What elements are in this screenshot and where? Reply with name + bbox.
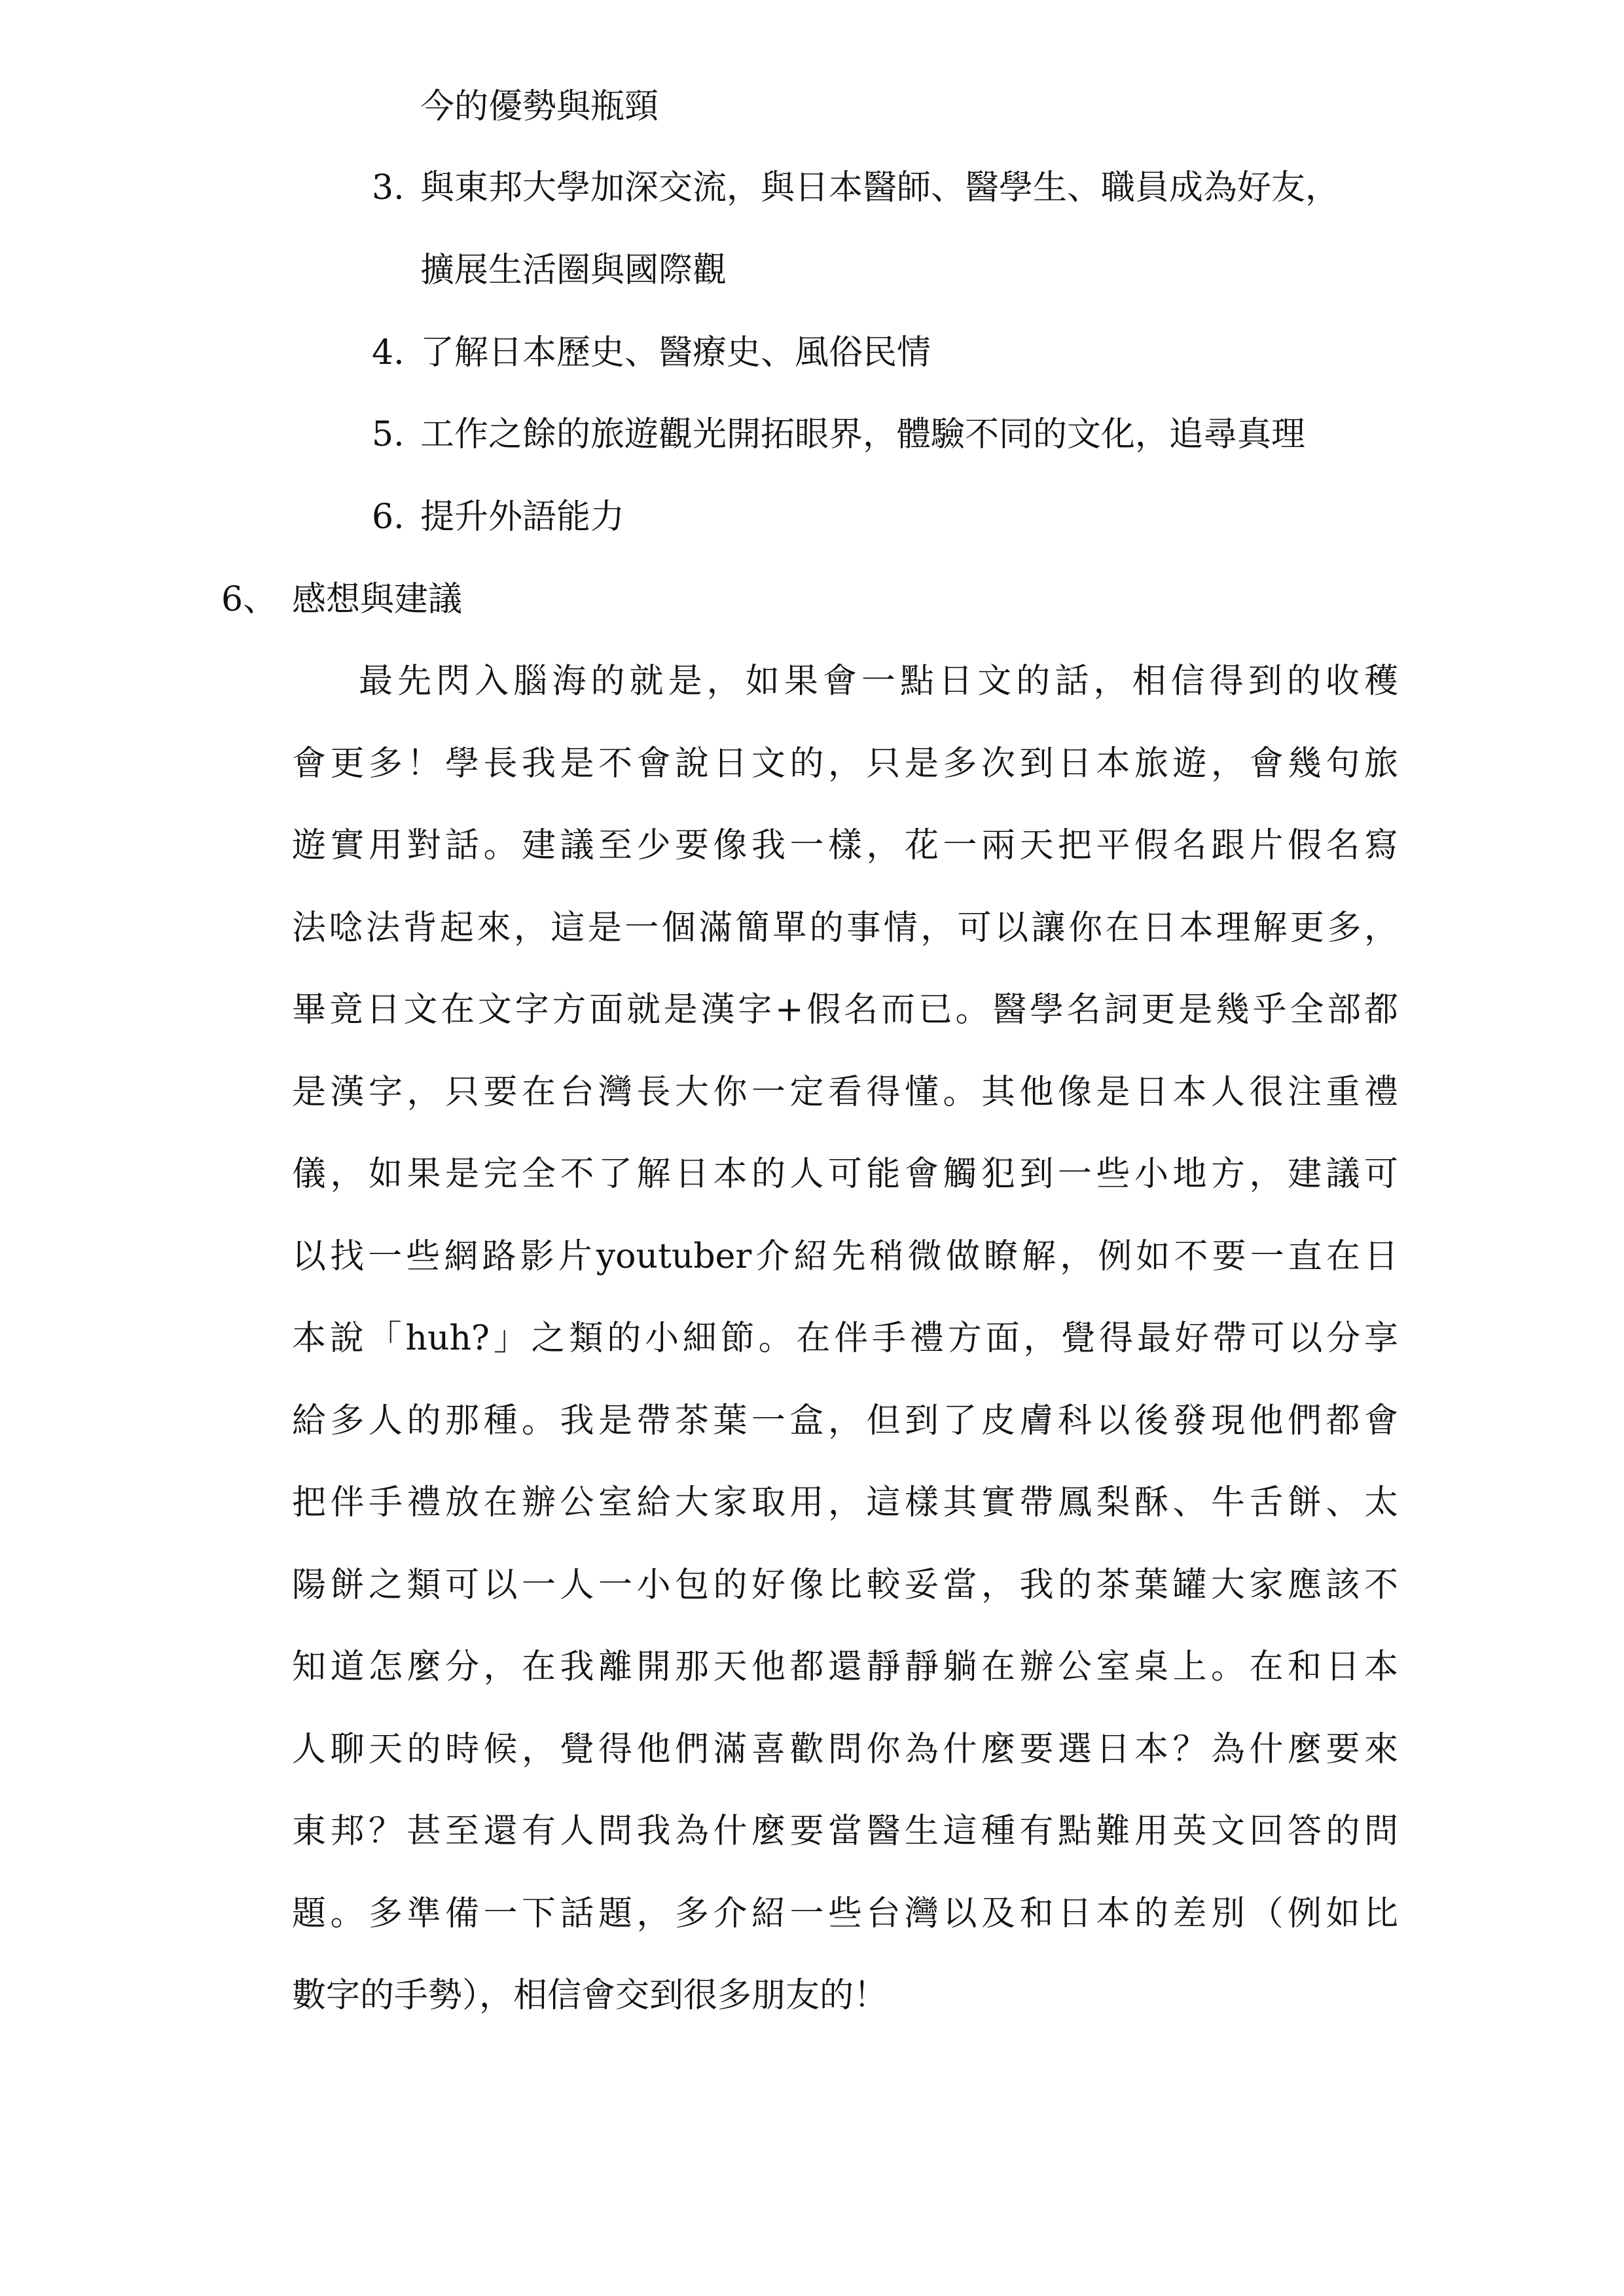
paragraph-line: 遊實用對話。建議至少要像我一樣，花一兩天把平假名跟片假名寫 [292,826,1398,865]
paragraph-line: 數字的手勢），相信會交到很多朋友的！ [292,1976,888,2015]
list-item-number: 6. [372,497,405,537]
paragraph-line: 法唸法背起來，這是一個滿簡單的事情，可以讓你在日本理解更多， [292,908,1398,948]
paragraph-line: 本說「huh?」之類的小細節。在伴手禮方面，覺得最好帶可以分享 [292,1319,1398,1358]
list-item-text: 擴展生活圈與國際觀 [420,251,727,290]
list-item-text: 與東邦大學加深交流，與日本醫師、醫學生、職員成為好友， [420,168,1340,207]
paragraph-line: 人聊天的時候，覺得他們滿喜歡問你為什麼要選日本？為什麼要來 [292,1730,1398,1769]
list-item-number: 5. [372,415,405,454]
list-item-number: 4. [372,333,405,372]
paragraph-line: 給多人的那種。我是帶茶葉一盒，但到了皮膚科以後發現他們都會 [292,1401,1398,1441]
section-title: 感想與建議 [292,580,463,619]
paragraph-line: 陽餅之類可以一人一小包的好像比較妥當，我的茶葉罐大家應該不 [292,1566,1398,1605]
paragraph-line: 以找一些網路影片youtuber介紹先稍微做瞭解，例如不要一直在日 [292,1237,1398,1276]
list-item-number: 3. [372,168,405,207]
list-item-text: 工作之餘的旅遊觀光開拓眼界，體驗不同的文化，追尋真理 [420,415,1306,454]
paragraph-line: 最先閃入腦海的就是，如果會一點日文的話，相信得到的收穫 [359,662,1398,701]
paragraph-line: 畢竟日文在文字方面就是漢字+假名而已。醫學名詞更是幾乎全部都 [292,990,1398,1030]
paragraph-line: 把伴手禮放在辦公室給大家取用，這樣其實帶鳳梨酥、牛舌餅、太 [292,1483,1398,1522]
paragraph-line: 題。多準備一下話題，多介紹一些台灣以及和日本的差別（例如比 [292,1894,1398,1933]
list-item-continuation: 今的優勢與瓶頸 [420,87,659,126]
paragraph-line: 知道怎麼分，在我離開那天他都還靜靜躺在辦公室桌上。在和日本 [292,1647,1398,1687]
list-item-text: 了解日本歷史、醫療史、風俗民情 [420,333,931,372]
list-item-text: 提升外語能力 [420,497,625,537]
paragraph-line: 是漢字，只要在台灣長大你一定看得懂。其他像是日本人很注重禮 [292,1073,1398,1112]
section-number: 6、 [221,580,278,619]
paragraph-line: 東邦？甚至還有人問我為什麼要當醫生這種有點難用英文回答的問 [292,1812,1398,1851]
paragraph-line: 儀，如果是完全不了解日本的人可能會觸犯到一些小地方，建議可 [292,1155,1398,1194]
paragraph-line: 會更多！學長我是不會說日文的，只是多次到日本旅遊，會幾句旅 [292,744,1398,783]
